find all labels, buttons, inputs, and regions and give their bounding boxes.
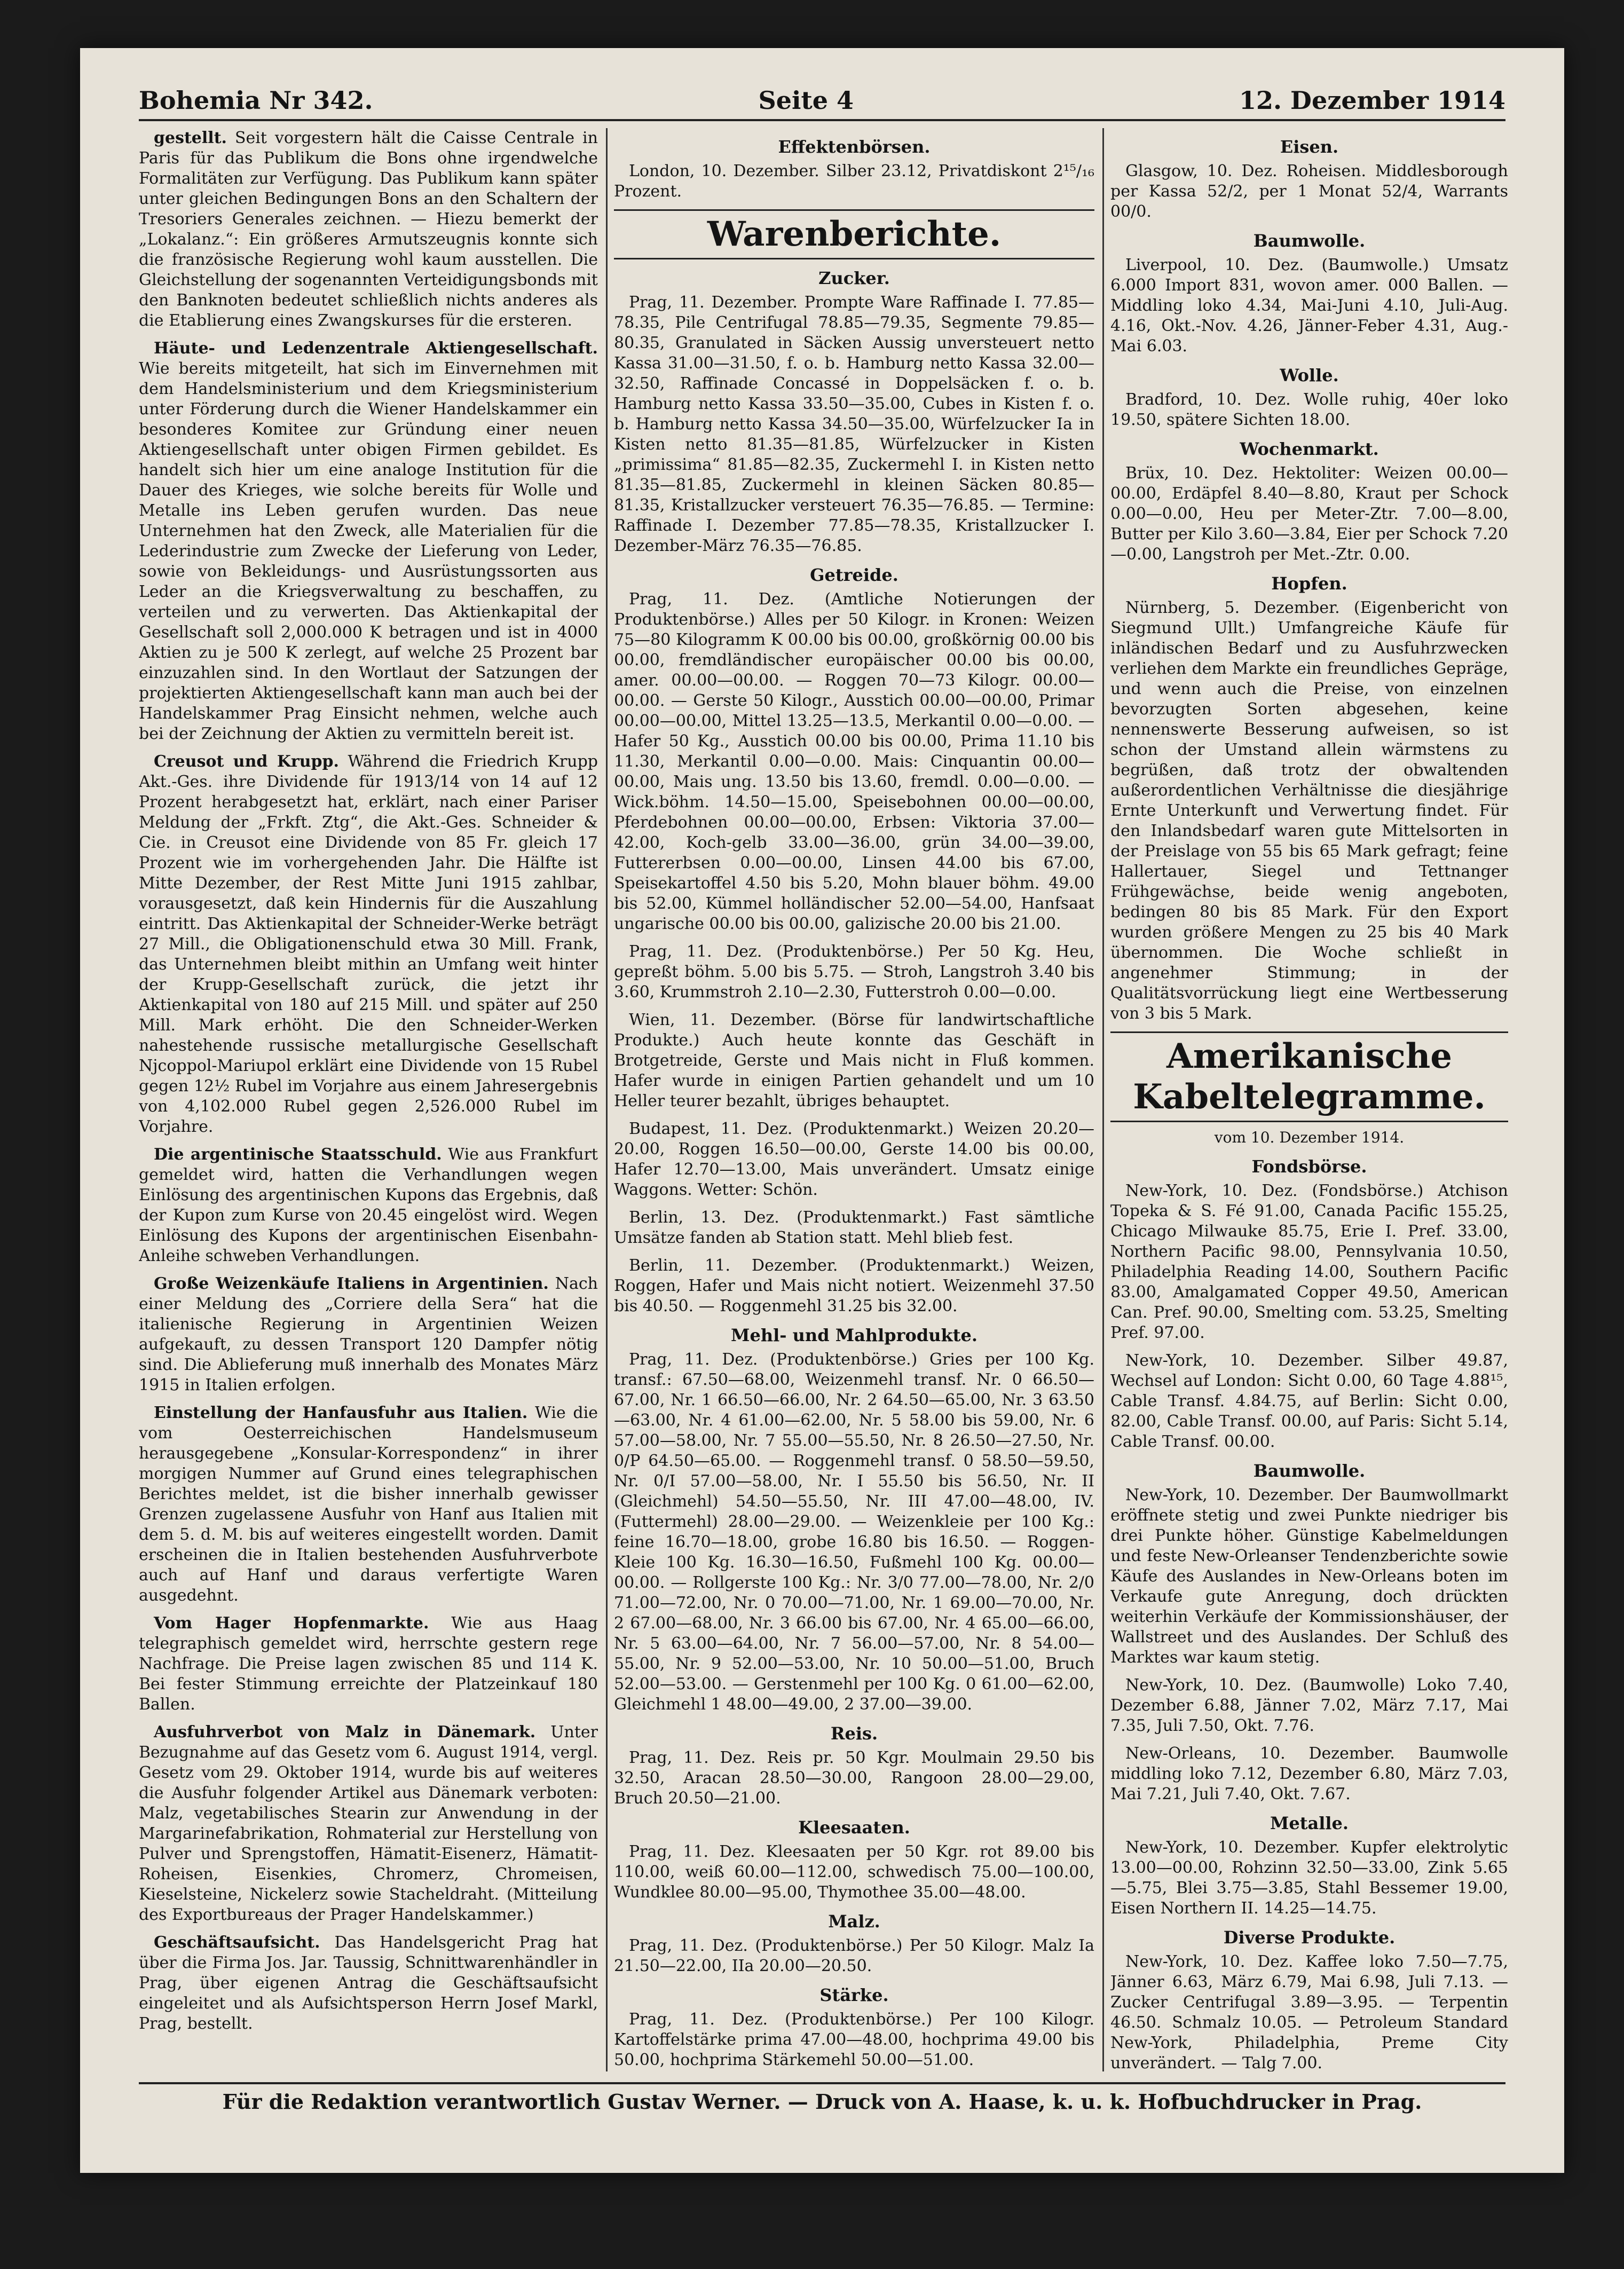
article-lead: Große Weizenkäufe Italiens in Argentinien. — [154, 1274, 549, 1293]
column-economic-news — [139, 128, 598, 2071]
market-report: Glasgow, 10. Dez. Roheisen. Middlesborough per Kassa 52/2, per 1 Monat 52/4, Warrants 00/0. — [1110, 162, 1508, 221]
market-report: Berlin, 13. Dez. (Produktenmarkt.) Fast sämtliche Umsätze fanden ab Station statt. Mehl blieb fest. — [614, 1208, 1094, 1247]
market-report: Prag, 11. Dez. (Produktenbörse.) Per 50 Kg. Heu, gepreßt böhm. 5.00 bis 5.75. — Stroh, Langstroh 3.40 bis 3.60, Krummstroh 2.10—2.30, Futterstroh 0.00—0.00. — [614, 942, 1094, 1002]
page-number: Seite 4 — [758, 86, 854, 115]
market-report: Liverpool, 10. Dez. (Baumwolle.) Umsatz 6.000 Import 831, wovon amer. 000 Ballen. — Middling loko 4.34, Mai-Juni 4.10, Juli-Aug. 4.16, Okt.-Nov. 4.26, Jänner-Feber 4.31, Aug.-Mai 6.03. — [1110, 256, 1508, 356]
section-title: Wochenmarkt. — [1240, 439, 1379, 459]
market-report: New-York, 10. Dez. Kaffee loko 7.50—7.75, Jänner 6.63, März 6.79, Mai 6.98, Juli 7.13. — Zucker Centrifugal 3.89—3.95. — Terpentin 46.50. Schmalz 10.05. — Petroleum Standard New-York, Philadelphia, Preme City unverändert. — Talg 7.00. — [1110, 1952, 1508, 2071]
market-report: New-York, 10. Dezember. Kupfer elektrolytic 13.00—00.00, Rohzinn 32.50—33.00, Zink 5.65—5.75, Blei 3.75—3.85, Stahl Bessemer 19.00, Eisen Northern II. 14.25—14.75. — [1110, 1838, 1508, 1918]
section-subtitle: vom 10. Dezember 1914. — [1214, 1129, 1405, 1146]
article-lead: gestellt. — [154, 129, 227, 147]
section-title: Baumwolle. — [1253, 231, 1366, 251]
market-report: Prag, 11. Dez. (Produktenbörse.) Per 100 Kilogr. Kartoffelstärke prima 47.00—48.00, hochprima 49.00 bis 50.00, hochprima Stärkemehl 50.00—51.00. — [614, 2010, 1094, 2069]
imprint-footer: Für die Redaktion verantwortlich Gustav Werner. — Druck von A. Haase, k. u. k. Hofbuchdrucker in Prag. — [139, 2082, 1505, 2114]
market-report: New-York, 10. Dez. (Fondsbörse.) Atchison Topeka & S. Fé 91.00, Canada Pacific 155.25, Chicago Milwauke 85.75, Erie I. Pref. 33.00, Northern Pacific 98.00, Pennsylvania 10.50, Philadelphia Reading 14.00, Southern Pacific 83.00, Amalgamated Copper 49.50, American Can. Pref. 90.00, Smelting com. 53.25, Smelting Pref. 97.00. — [1110, 1181, 1508, 1342]
article-paragraph — [139, 1613, 598, 1715]
article-text: Seit vorgestern hält die Caisse Centrale in Paris für das Publikum die Bons ohne irgendwelche Formalitäten zur Verfügung. Das Publikum kann später unter gleichen Bedingungen Bons an den Schaltern der Tresoriers Generales zeichnen. — Hiezu bemerkt der „Lokalanz.“: Ein größeres Armutszeugnis konnte sich die französische Regierung wohl kaum ausstellen. Die Gleichstellung der sogenannten Verteidigungsbonds mit den Banknoten bedeutet schließlich nichts anderes als die Etablierung eines Zwangskurses für die ersteren. — [139, 129, 598, 330]
article-paragraph — [139, 1722, 598, 1925]
section-title: Reis. — [830, 1723, 878, 1744]
section-title: Metalle. — [1270, 1813, 1349, 1833]
column-rule — [1102, 128, 1104, 2071]
article-text: Wie aus Frankfurt gemeldet wird, hatten die Verhandlungen wegen Einlösung des argentinischen Kupons das Ergebnis, daß der Kupon zum Kurse von 20.45 eingelöst wird. Wegen Einlösung des Kupons der argentinischen Eisenbahn-Anleihe schweben Verhandlungen. — [139, 1145, 598, 1265]
section-title: Malz. — [828, 1911, 880, 1932]
article-text: Wie bereits mitgeteilt, hat sich im Einvernehmen mit dem Handelsministerium und dem Kriegsministerium unter Förderung durch die Wiener Handelskammer ein besonderes Komitee zur Gründung einer neuen Aktiengesellschaft unter obigen Firmen gebildet. Es handelt sich hier um eine analoge Institution für die Dauer des Krieges, wie solche bereits für Wolle und Metalle ins Leben gerufen wurden. Das neue Unternehmen hat den Zweck, alle Materialien für die Lederindustrie zum Zwecke der Lieferung von Leder, sowie von Bekleidungs- und Ausrüstungssorten aus Leder an die Kriegsverwaltung zu beschaffen, zu verteilen und zu verwerten. Das Aktienkapital der Gesellschaft soll 2,000.000 K betragen und ist in 4000 Aktien zu je 500 K zerlegt, auf welche 25 Prozent bar einzuzahlen sind. In den Wortlaut der Satzungen der projektierten Aktiengesellschaft kann man auch bei der Handelskammer Prag Einsicht nehmen, welche auch bei der Zeichnung der Aktien zu vermitteln bereit ist. — [139, 359, 598, 743]
market-report: Prag, 11. Dezember. Prompte Ware Raffinade I. 77.85—78.35, Pile Centrifugal 78.85—79.35, Segmente 79.85—80.35, Granulated in Säcken Aussig unversteuert netto Kassa 31.00—31.50, f. o. b. Hamburg netto Kassa 32.00—32.50, Raffinade Concassé in Doppelsäcken f. o. b. Hamburg netto Kassa 33.50—35.00, Cubes in Kisten f. o. b. Hamburg netto Kassa 34.50—35.00, Würfelzucker Ia in Kisten netto 81.35—81.85, Würfelzucker in Kisten „primissima“ 81.85—82.35, Zuckermehl I. in Kisten netto 81.35—81.85, Zuckermehl in kleinen Säcken 80.85—81.35, Kristallzucker versteuert 76.35—76.85. — Termine: Raffinade I. Dezember 77.85—78.35, Kristallzucker I. Dezember-März 76.35—76.85. — [614, 293, 1094, 555]
article-paragraph — [139, 1933, 598, 2034]
column-market-reports — [614, 128, 1094, 2071]
section-title: Wolle. — [1280, 365, 1339, 385]
article-lead: Die argentinische Staatsschuld. — [154, 1145, 442, 1164]
article-paragraph: London, 10. Dezember. Silber 23.12, Privatdiskont 2¹⁵/₁₆ Prozent. — [614, 162, 1094, 201]
section-title: Zucker. — [818, 268, 890, 288]
article-lead: Geschäftsaufsicht. — [154, 1933, 320, 1952]
market-report: Prag, 11. Dez. Reis pr. 50 Kgr. Moulmain 29.50 bis 32.50, Aracan 28.50—30.00, Rangoon 28.00—29.00, Bruch 20.50—21.00. — [614, 1748, 1094, 1808]
market-report: Prag, 11. Dez. Kleesaaten per 50 Kgr. rot 89.00 bis 110.00, weiß 60.00—112.00, schwedisch 75.00—100.00, Wundklee 80.00—95.00, Thymothee 35.00—48.00. — [614, 1842, 1094, 1902]
market-report: New-York, 10. Dezember. Der Baumwollmarkt eröffnete stetig und zwei Punkte niedriger bis drei Punkte höher. Günstige Kabelmeldungen und feste New-Orleanser Tendenzberichte sowie Käufe des Auslandes in New-Orleans boten im Verkaufe gute Anregung, doch drückten weiterhin Verkäufe der Kommissionshäuser, der Wallstreet und des Auslandes. Der Schluß des Marktes war kaum stetig. — [1110, 1486, 1508, 1667]
article-text: Das Handelsgericht Prag hat über die Firma Jos. Jar. Taussig, Schnittwarenhändler in Prag, über eigenen Antrag die Geschäftsaufsicht eingeleitet und als Aufsichtsperson Herrn Josef Markl, Prag, bestellt. — [139, 1933, 598, 2033]
market-report: Bradford, 10. Dez. Wolle ruhig, 40er loko 19.50, spätere Sichten 18.00. — [1110, 390, 1508, 429]
section-title: Mehl- und Mahlprodukte. — [731, 1325, 977, 1345]
section-title: Hopfen. — [1271, 573, 1347, 594]
market-report: Berlin, 11. Dezember. (Produktenmarkt.) Weizen, Roggen, Hafer und Mais nicht notiert. Weizenmehl 37.50 bis 40.50. — Roggenmehl 31.25 bis 32.00. — [614, 1256, 1094, 1315]
section-title: Effektenbörsen. — [778, 137, 931, 157]
article-paragraph — [139, 338, 598, 744]
market-report: New-York, 10. Dezember. Silber 49.87, Wechsel auf London: Sicht 0.00, 60 Tage 4.88¹⁵, Cable Transf. 4.84.75, auf Berlin: Sicht 0.00, 82.00, Cable Transf. 00.00, auf Paris: Sicht 5.14, Cable Transf. 00.00. — [1110, 1351, 1508, 1451]
market-report: Budapest, 11. Dez. (Produktenmarkt.) Weizen 20.20—20.00, Roggen 16.50—00.00, Gerste 14.00 bis 00.00, Hafer 12.70—13.00, Mais unverändert. Umsatz einige Waggons. Wetter: Schön. — [614, 1120, 1094, 1199]
article-paragraph — [139, 752, 598, 1137]
article-text: Wie die vom Oesterreichischen Handelsmuseum herausgegebene „Konsular-Korrespondenz“ in ihrer morgigen Nummer auf Grund eines telegraphischen Berichtes meldet, ist die bisher innerhalb gewisser Grenzen zugelassene Ausfuhr von Hanf aus Italien mit dem 5. d. M. bis auf weiteres eingestellt worden. Damit erscheinen die in Italien bestehenden Ausfuhrverbote auch auf Hanf und daraus verfertigte Waren ausgedehnt. — [139, 1404, 598, 1605]
section-title: Fondsbörse. — [1251, 1156, 1367, 1177]
market-report: Wien, 11. Dezember. (Börse für landwirtschaftliche Produkte.) Auch heute konnte das Geschäft in Brotgetreide, Gerste und Mais nicht in Fluß kommen. Hafer wurde in einigen Partien gehandelt und um 10 Heller teurer bezahlt, übriges behauptet. — [614, 1011, 1094, 1110]
section-headline: Amerikanische Kabeltelegramme. — [1110, 1031, 1508, 1122]
section-title: Kleesaaten. — [798, 1817, 910, 1838]
article-lead: Einstellung der Hanfausfuhr aus Italien. — [154, 1404, 528, 1422]
market-report: Nürnberg, 5. Dezember. (Eigenbericht von Siegmund Ullt.) Umfangreiche Käufe für inländischen Bedarf und zu Ausfuhrzwecken verliehen dem Markte ein freundliches Gepräge, und wenn auch die Preise, von einzelnen bevorzugten Sorten abgesehen, keine nennenswerte Besserung aufweisen, so ist schon der Umstand allein wärmstens zu begrüßen, daß trotz der obwaltenden außerordentlichen Verhältnisse die diesjährige Ernte Unterkunft und Verwertung findet. Für den Inlandsbedarf waren gute Mittelsorten in der Preislage von 55 bis 65 Mark gefragt; feine Hallertauer, Siegel und Tettnanger Frühgewächse, beide wenig angeboten, bedingen 80 bis 85 Mark. Für den Export wurden größere Mengen zu 25 bis 40 Mark übernommen. Die Woche schließt in angenehmer Stimmung; in der Qualitätsvorrückung liegt eine Wertbesserung von 3 bis 5 Mark. — [1110, 598, 1508, 1023]
article-paragraph — [139, 128, 598, 331]
article-paragraph — [139, 1274, 598, 1396]
market-report: Prag, 11. Dez. (Produktenbörse.) Gries per 100 Kg. transf.: 67.50—68.00, Weizenmehl transf. Nr. 0 66.50—67.00, Nr. 1 66.50—66.00, Nr. 2 64.50—65.00, Nr. 3 63.50—63.00, Nr. 4 61.00—62.00, Nr. 5 58.00 bis 59.00, Nr. 6 57.00—58.00, Nr. 7 55.00—55.50, Nr. 8 26.50—27.50, Nr. 0/P 64.50—65.00. — Roggenmehl transf. 0 58.50—59.50, Nr. 0/I 57.00—58.00, Nr. I 55.50 bis 56.50, Nr. II (Gleichmehl) 54.50—55.50, Nr. III 47.00—48.00, IV. (Futtermehl) 28.00—29.00. — Weizenkleie per 100 Kg.: feine 16.70—18.00, grobe 16.80 bis 16.50. — Roggen-Kleie 100 Kg. 16.30—16.50, Fußmehl 100 Kg. 00.00—00.00. — Rollgerste 100 Kg.: Nr. 3/0 77.00—78.00, Nr. 2/0 71.00—72.00, Nr. 0 70.00—71.00, Nr. 1 69.00—70.00, Nr. 2 67.00—68.00, Nr. 3 66.00 bis 67.00, Nr. 4 65.00—66.00, Nr. 5 63.00—64.00, Nr. 7 56.00—57.00, Nr. 8 54.00—55.00, Nr. 9 52.00—53.00, Nr. 10 50.00—51.00, Bruch 52.00—53.00. — Gerstenmehl per 100 Kg. 0 61.00—62.00, Gleichmehl 1 48.00—49.00, 2 37.00—39.00. — [614, 1350, 1094, 1714]
article-lead: Vom Hager Hopfenmarkte. — [154, 1614, 429, 1633]
market-report: New-Orleans, 10. Dezember. Baumwolle middling loko 7.12, Dezember 6.80, März 7.03, Mai 7.21, Juli 7.40, Okt. 7.67. — [1110, 1744, 1508, 1803]
article-lead: Creusot und Krupp. — [154, 752, 339, 771]
issue-date: 12. Dezember 1914 — [1239, 86, 1505, 115]
market-sections — [614, 268, 1094, 2071]
article-text: Unter Bezugnahme auf das Gesetz vom 6. August 1914, vergl. Gesetz vom 29. Oktober 1914, wurde bis auf weiteres die Ausfuhr folgender Artikel aus Dänemark verboten: Malz, vegetabilisches Stearin zur Anwendung in der Margarinefabrikation, Rohmaterial zur Herstellung von Pulver und Sprengstoffen, Hämatit-Eisenerz, Hämatit-Roheisen, Eisenkies, Chromerz, Chromeisen, Kieselsteine, Nickelerz sowie Stacheldraht. (Mitteilung des Exportbureaus der Prager Handelskammer.) — [139, 1723, 598, 1924]
newspaper-page — [80, 48, 1564, 2173]
section-title: Stärke. — [819, 1985, 889, 2005]
market-report: Prag, 11. Dez. (Amtliche Notierungen der Produktenbörse.) Alles per 50 Kilogr. in Kronen: Weizen 75—80 Kilogramm K 00.00 bis 00.00, großkörnig 00.00 bis 00.00, fremdländischer europäischer 00.00 bis 00.00, amer. 00.00—00.00. — Roggen 70—73 Kilogr. 00.00—00.00. — Gerste 50 Kilogr., Ausstich 00.00—00.00, Primar 00.00—00.00, Mittel 13.25—13.5, Merkantil 0.00—0.00. — Hafer 50 Kg., Ausstich 00.00 bis 00.00, Prima 11.10 bis 11.30, Merkantil 0.00—0.00. Mais: Cinquantin 00.00—00.00, Mais ung. 13.50 bis 13.60, fremdl. 0.00—0.00. — Wick.böhm. 14.50—15.00, Speisebohnen 00.00—00.00, Pferdebohnen 00.00—00.00, Erbsen: Viktoria 37.00—42.00, Koch-gelb 33.00—36.00, grün 34.00—39.00, Futtererbsen 0.00—00.00, Linsen 44.00 bis 67.00, Speisekartoffel 4.50 bis 5.20, Mohn blauer böhm. 49.00 bis 52.00, Kümmel holländischer 52.00—54.00, Hanfsaat ungarische 00.00 bis 00.00, galizische 20.00 bis 21.00. — [614, 590, 1094, 933]
market-report: Brüx, 10. Dez. Hektoliter: Weizen 00.00—00.00, Erdäpfel 8.40—8.80, Kraut per Schock 0.00—0.00, Heu per Meter-Ztr. 7.00—8.00, Butter per Kilo 3.60—3.84, Eier per Schock 7.20—0.00, Langstroh per Met.-Ztr. 0.00. — [1110, 464, 1508, 564]
article-lead: Häute- und Ledenzentrale Aktiengesellschaft. — [154, 339, 598, 358]
market-report: New-York, 10. Dez. (Baumwolle) Loko 7.40, Dezember 6.88, Jänner 7.02, März 7.17, Mai 7.35, Juli 7.50, Okt. 7.76. — [1110, 1676, 1508, 1735]
column-telegrams — [1110, 128, 1508, 2071]
article-lead: Ausfuhrverbot von Malz in Dänemark. — [154, 1723, 536, 1742]
section-headline: Warenberichte. — [614, 209, 1094, 259]
market-sections — [1110, 137, 1508, 1024]
issue-number: Bohemia Nr 342. — [139, 86, 373, 115]
masthead — [139, 72, 1505, 121]
article-paragraph — [139, 1145, 598, 1266]
section-title: Baumwolle. — [1253, 1461, 1366, 1481]
market-sections — [1110, 1156, 1508, 2071]
section-title: Diverse Produkte. — [1223, 1927, 1396, 1948]
column-rule — [606, 128, 608, 2071]
article-text: Während die Friedrich Krupp Akt.-Ges. ihre Dividende für 1913/14 von 14 auf 12 Prozent herabgesetzt hat, erklärt, nach einer Pariser Meldung der „Frkft. Ztg“, die Akt.-Ges. Schneider & Cie. in Creusot eine Dividende von 85 Fr. gleich 17 Prozent wie im vorhergehenden Jahr. Die Hälfte ist Mitte Dezember, der Rest Mitte Juni 1915 zahlbar, vorausgesetzt, daß kein Hindernis für die Auszahlung eintritt. Das Aktienkapital der Schneider-Werke beträgt 27 Mill., die Obligationenschuld etwa 30 Mill. Frank, das Unternehmen bleibt mithin an Umfang weit hinter der Krupp-Gesellschaft zurück, die jetzt ihr Aktienkapital von 180 auf 215 Mill. und später auf 250 Mill. Mark erhöht. Die den Schneider-Werken nahestehende russische metallurgische Gesellschaft Njcoppol-Mariupol erklärt eine Dividende von 15 Rubel gegen 12½ Rubel im Vorjahre aus einem Jahresergebnis von 4,102.000 Rubel gegen 2,526.000 Rubel im Vorjahre. — [139, 752, 598, 1136]
market-report: Prag, 11. Dez. (Produktenbörse.) Per 50 Kilogr. Malz Ia 21.50—22.00, IIa 20.00—20.50. — [614, 1936, 1094, 1975]
article-text: Wie aus Haag telegraphisch gemeldet wird, herrschte gestern rege Nachfrage. Die Preise lagen zwischen 85 und 114 K. Bei fester Stimmung erreichte der Platzeinkauf 180 Ballen. — [139, 1614, 598, 1714]
article-text: Nach einer Meldung des „Corriere della Sera“ hat die italienische Regierung in Argentinien Weizen aufgekauft, zu dessen Transport 120 Dampfer nötig sind. Die Ablieferung muß innerhalb des Monates März 1915 in Italien erfolgen. — [139, 1274, 598, 1395]
article-paragraph — [139, 1403, 598, 1606]
section-title: Getreide. — [810, 565, 898, 585]
section-title: Eisen. — [1280, 137, 1339, 157]
